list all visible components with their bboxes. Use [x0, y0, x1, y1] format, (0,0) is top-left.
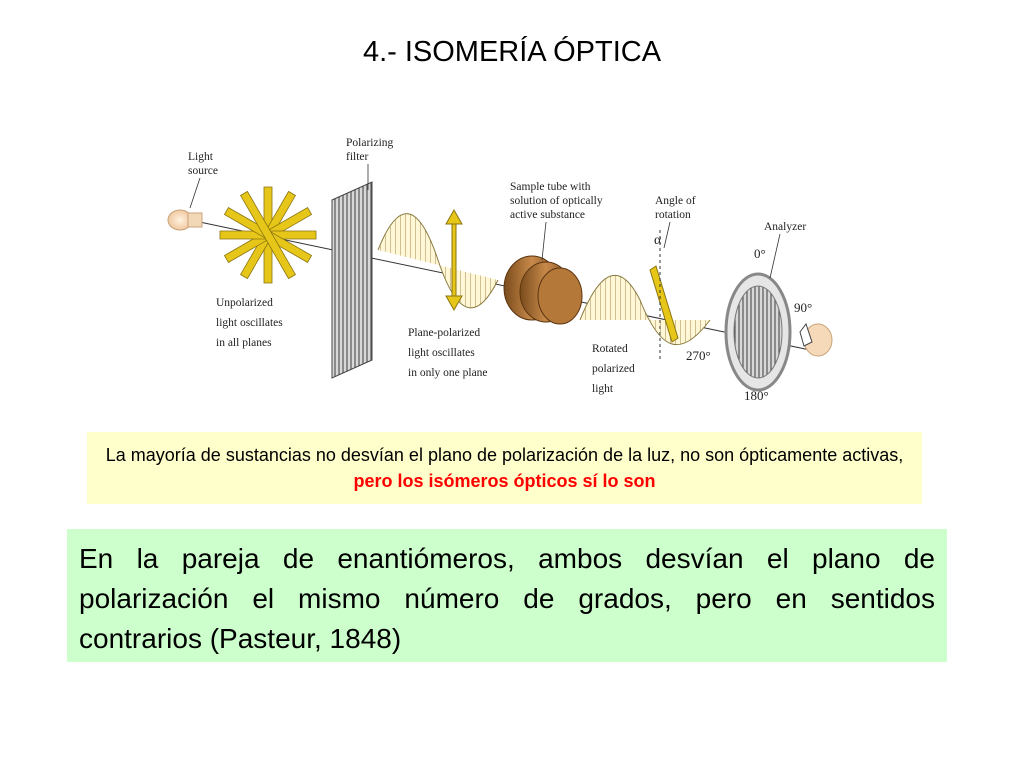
- label-plane-polarized-2: light oscillates: [408, 347, 475, 359]
- label-rotated-2: polarized: [592, 363, 635, 375]
- summary-box: [67, 529, 947, 662]
- note-box: [87, 432, 922, 504]
- label-light-source-2: source: [188, 165, 219, 177]
- label-plane-polarized-3: in only one plane: [408, 367, 488, 379]
- label-sample-1: Sample tube with: [510, 181, 591, 193]
- summary-text: En la pareja de enantiómeros, ambos desvían el plano de polarización el mismo número de grados, pero en sentidos contrarios (Pasteur, 1848): [79, 543, 935, 654]
- polarizing-filter: [332, 182, 372, 378]
- label-sample-3: active substance: [510, 209, 586, 221]
- observer-eye: [800, 324, 832, 356]
- label-angle-1: Angle of: [655, 195, 696, 207]
- label-deg-270: 270°: [686, 348, 711, 363]
- label-analyzer: Analyzer: [764, 221, 807, 233]
- light-source-bulb: [168, 210, 202, 230]
- polarimeter-diagram: [150, 120, 870, 420]
- sample-tube: [504, 256, 582, 324]
- analyzer-disk: [726, 274, 790, 390]
- rotated-polarized-wave: [580, 230, 710, 360]
- label-angle-2: rotation: [655, 209, 691, 221]
- label-rotated-3: light: [592, 383, 614, 395]
- polarimeter-illustration: [150, 120, 870, 420]
- label-sample-2: solution of optically: [510, 195, 603, 207]
- plane-polarized-wave: [378, 210, 498, 310]
- note-highlight: pero los isómeros ópticos sí lo son: [353, 471, 656, 491]
- label-unpolarized-3: in all planes: [216, 337, 272, 349]
- label-deg-0: 0°: [754, 246, 766, 261]
- label-rotated-1: Rotated: [592, 343, 628, 355]
- label-unpolarized-2: light oscillates: [216, 317, 283, 329]
- label-plane-polarized-1: Plane-polarized: [408, 327, 481, 339]
- note-text: La mayoría de sustancias no desvían el plano de polarización de la luz, no son ópticamente activas,: [105, 445, 904, 465]
- label-light-source-1: Light: [188, 151, 213, 163]
- label-unpolarized-1: Unpolarized: [216, 297, 273, 309]
- label-deg-180: 180°: [744, 388, 769, 403]
- label-polarizing-2: filter: [346, 151, 369, 163]
- label-polarizing-1: Polarizing: [346, 137, 394, 149]
- label-deg-90: 90°: [794, 300, 813, 315]
- label-alpha: α: [654, 233, 662, 248]
- slide-title: 4.- ISOMERÍA ÓPTICA: [362, 36, 662, 68]
- unpolarized-light-arrows: [220, 187, 316, 283]
